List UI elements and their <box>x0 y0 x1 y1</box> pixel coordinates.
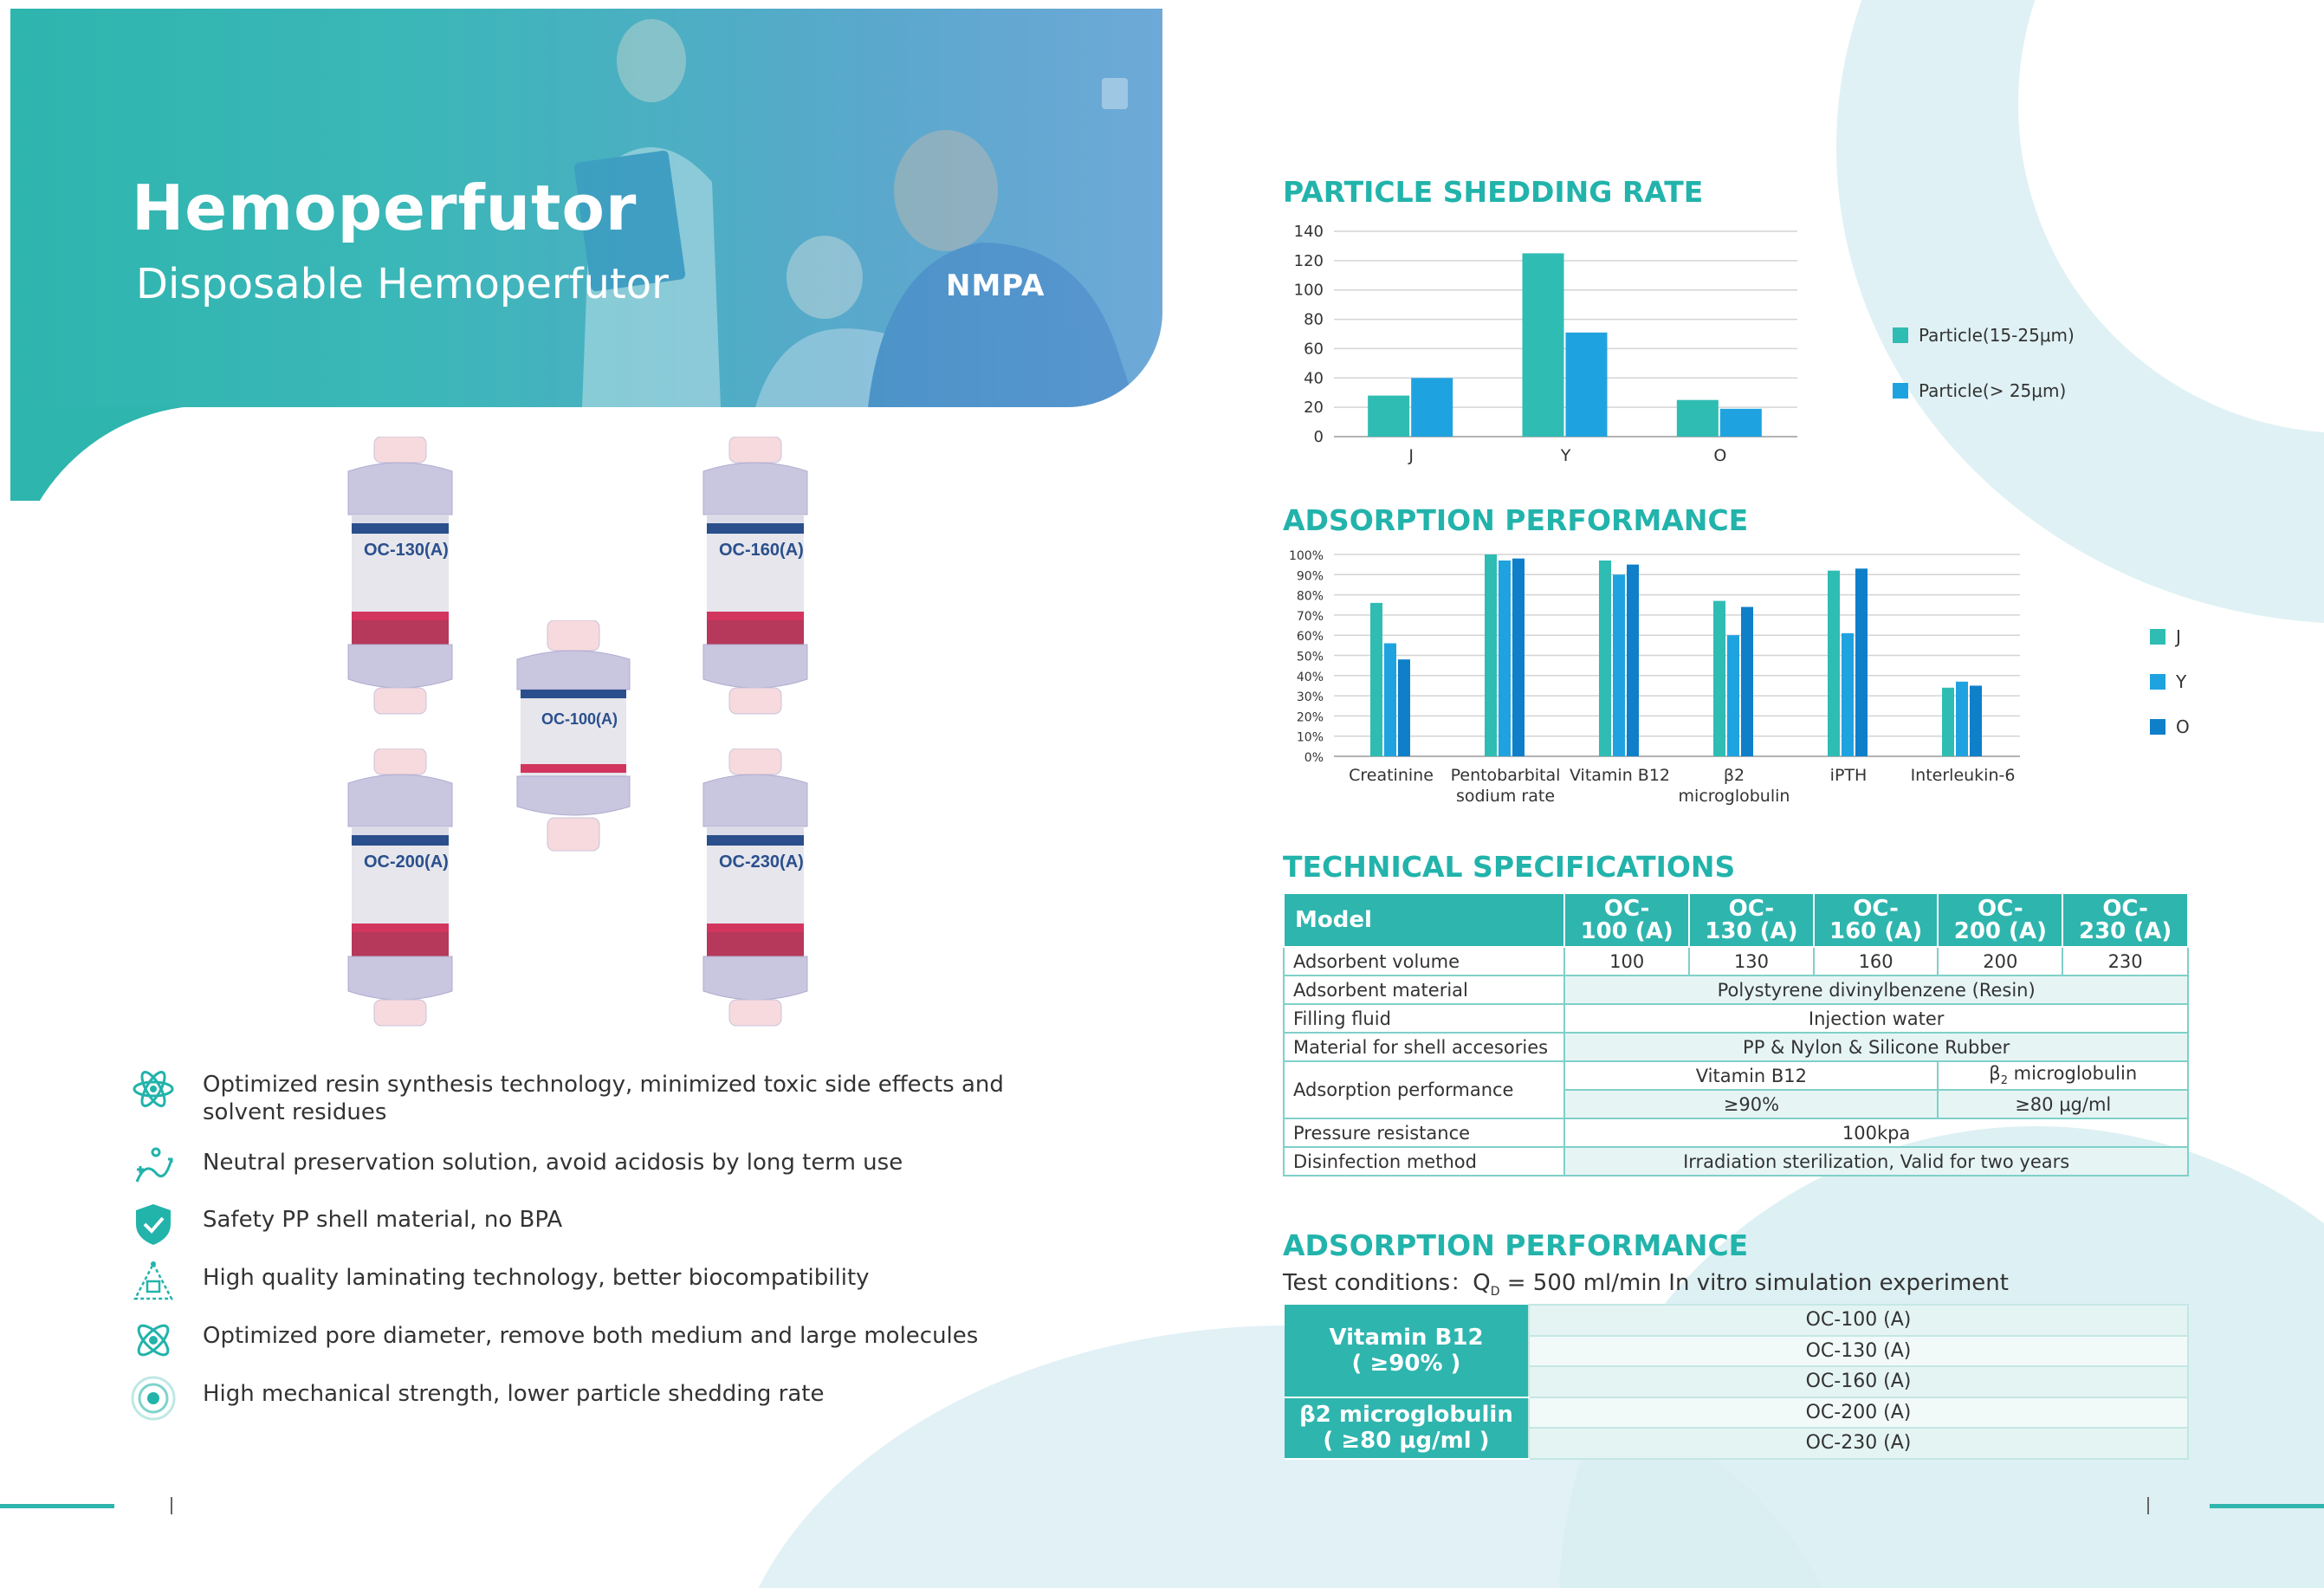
table-row <box>1284 1118 2188 1147</box>
table-row <box>1284 1004 2188 1033</box>
legend-swatch <box>2150 629 2165 645</box>
y-tick-label: 60% <box>1296 630 1324 645</box>
y-tick-label: 100 <box>1293 281 1324 300</box>
feature-text: High mechanical strength, lower particle shedding rate <box>203 1381 825 1407</box>
y-tick-label: 60 <box>1304 340 1324 359</box>
table-cell: Irradiation sterilization, Valid for two years <box>1564 1147 2188 1176</box>
table-row <box>1284 975 2188 1004</box>
header-cell: OC- 100 (A) <box>1564 893 1689 947</box>
footer-rule <box>2210 1504 2324 1508</box>
row-label: Disinfection method <box>1284 1147 1564 1176</box>
table-row <box>1284 1033 2188 1061</box>
bar <box>1370 603 1382 756</box>
y-tick-label: 120 <box>1293 251 1324 270</box>
x-tick-label: Y <box>1560 446 1571 465</box>
y-tick-label: 90% <box>1296 569 1324 584</box>
legend-swatch <box>1893 327 1908 343</box>
header-cell: OC- 130 (A) <box>1689 893 1814 947</box>
table-cell: OC-200 (A) <box>1529 1397 2188 1429</box>
table-cell: Polystyrene divinylbenzene (Resin) <box>1564 975 2188 1004</box>
table-cell: OC-100 (A) <box>1529 1305 2188 1336</box>
table-row <box>1285 1397 2188 1429</box>
bar <box>1828 571 1840 756</box>
bar <box>1720 409 1762 437</box>
test-conditions <box>1283 1265 2009 1299</box>
product-label: OC-200(A) <box>364 852 449 872</box>
product-device <box>340 749 461 1030</box>
product-device <box>695 749 816 1030</box>
feature-text: Neutral preservation solution, avoid acidosis by long term use <box>203 1150 903 1176</box>
product-device <box>695 437 816 718</box>
conditions-text: = 500 ml/min In vitro simulation experiment <box>1499 1270 2009 1296</box>
bar <box>1384 644 1396 756</box>
spec-table <box>1283 892 2189 1176</box>
bar <box>1599 561 1611 756</box>
table-cell: Injection water <box>1564 1004 2188 1033</box>
table-row <box>1284 1147 2188 1176</box>
table-cell <box>1938 1061 2188 1090</box>
feature-item <box>130 1066 1004 1125</box>
y-tick-label: 10% <box>1296 730 1324 745</box>
bar <box>1613 574 1625 756</box>
y-tick-label: 70% <box>1296 609 1324 624</box>
feature-text: Optimized pore diameter, remove both medium and large molecules <box>203 1323 979 1349</box>
feature-item <box>130 1144 996 1196</box>
table-cell: OC-230 (A) <box>1529 1428 2188 1459</box>
hero-subtitle: Disposable Hemoperfutor <box>136 260 669 308</box>
bar <box>1627 565 1639 756</box>
feature-item <box>130 1317 996 1369</box>
feature-text: Safety PP shell material, no BPA <box>203 1207 563 1233</box>
bar <box>1855 568 1868 756</box>
legend-label: O <box>2176 716 2190 737</box>
legend-label: Particle(15-25μm) <box>1919 325 2075 346</box>
layers-triangle-icon <box>130 1259 177 1306</box>
bar <box>1523 253 1564 437</box>
header-cell: Model <box>1284 893 1564 947</box>
product-device <box>508 620 638 854</box>
y-tick-label: 100% <box>1288 549 1324 563</box>
product-label: OC-100(A) <box>541 710 618 728</box>
bar <box>1956 682 1968 756</box>
table-cell: 230 <box>2062 947 2188 975</box>
y-tick-label: 20% <box>1296 710 1324 725</box>
row-label: Filling fluid <box>1284 1004 1564 1033</box>
subscript-text: D <box>1490 1285 1500 1300</box>
product-device <box>340 437 461 718</box>
y-tick-label: 30% <box>1296 690 1324 705</box>
x-tick-label: iPTH <box>1829 766 1868 785</box>
legend-label: Y <box>2176 671 2187 692</box>
table-cell: 130 <box>1689 947 1814 975</box>
bar <box>1970 685 1982 756</box>
group-cell: Vitamin B12 ( ≥90% ) <box>1285 1305 1529 1397</box>
filter-cartridge-icon <box>508 620 638 854</box>
y-tick-label: 0% <box>1304 751 1324 765</box>
particle-shedding-chart <box>1273 218 2096 478</box>
conditions-text: Test conditions：Q <box>1283 1270 1491 1296</box>
product-label: OC-230(A) <box>719 852 804 872</box>
header-cell: OC- 230 (A) <box>2062 893 2188 947</box>
bar <box>1398 659 1410 756</box>
bar <box>1677 400 1719 437</box>
x-tick-label: O <box>1713 446 1727 465</box>
table-cell: OC-160 (A) <box>1529 1366 2188 1397</box>
y-tick-label: 80% <box>1296 589 1324 604</box>
y-tick-label: 0 <box>1313 428 1324 446</box>
feature-text: Optimized resin synthesis technology, minimized toxic side effects and solvent residues <box>203 1072 1004 1125</box>
table-cell: OC-130 (A) <box>1529 1336 2188 1367</box>
feature-item <box>130 1375 996 1427</box>
header-cell: OC- 160 (A) <box>1814 893 1939 947</box>
table-cell: 100kpa <box>1564 1118 2188 1147</box>
chart-title: PARTICLE SHEDDING RATE <box>1283 175 1704 209</box>
table-cell-text: microglobulin <box>2007 1063 2138 1085</box>
row-label: Pressure resistance <box>1284 1118 1564 1147</box>
row-label: Material for shell accesories <box>1284 1033 1564 1061</box>
footer-tick <box>2147 1497 2149 1514</box>
table-cell: PP & Nylon & Silicone Rubber <box>1564 1033 2188 1061</box>
subscript-text: 2 <box>2000 1074 2008 1088</box>
product-label: OC-130(A) <box>364 541 449 560</box>
bar <box>1485 554 1497 756</box>
filter-cartridge-icon <box>695 437 816 718</box>
x-tick-label: J <box>1408 446 1414 465</box>
adsorption-table <box>1285 1304 2189 1460</box>
y-tick-label: 40 <box>1304 369 1324 388</box>
shield-check-icon <box>130 1201 177 1248</box>
feature-item <box>130 1201 996 1253</box>
bar <box>1512 559 1525 756</box>
bar <box>1842 633 1854 756</box>
legend-label: Particle(> 25μm) <box>1919 380 2067 401</box>
hero-banner <box>10 9 1162 407</box>
y-tick-label: 40% <box>1296 670 1324 684</box>
table-cell: Vitamin B12 <box>1564 1061 1938 1090</box>
x-tick-label: Creatinine <box>1349 766 1434 785</box>
molecule-icon <box>130 1066 177 1112</box>
atom-icon <box>130 1317 177 1364</box>
x-tick-label: microglobulin <box>1678 787 1790 806</box>
bar <box>1942 688 1954 756</box>
row-label: Adsorbent material <box>1284 975 1564 1004</box>
legend-label: J <box>2176 626 2181 647</box>
filter-cartridge-icon <box>340 749 461 1030</box>
header-cell: OC- 200 (A) <box>1938 893 2062 947</box>
feature-item <box>130 1259 996 1311</box>
bar <box>1566 333 1608 437</box>
y-tick-label: 20 <box>1304 399 1324 418</box>
table-cell: ≥90% <box>1564 1090 1938 1118</box>
legend-swatch <box>2150 674 2165 690</box>
bar <box>1713 601 1725 756</box>
y-tick-label: 50% <box>1296 650 1324 664</box>
product-label: OC-160(A) <box>719 541 804 560</box>
bar <box>1411 378 1453 437</box>
adsorption-performance-chart <box>1273 544 2200 813</box>
table-row <box>1285 1305 2188 1336</box>
table-cell-text: β <box>1989 1063 2001 1085</box>
bar <box>1499 561 1511 756</box>
section-title: TECHNICAL SPECIFICATIONS <box>1283 850 1736 884</box>
certification-badge: NMPA <box>946 269 1045 303</box>
section-title: ADSORPTION PERFORMANCE <box>1283 1228 1749 1262</box>
bar <box>1727 635 1739 756</box>
flow-arrows-icon <box>130 1144 177 1190</box>
feature-text: High quality laminating technology, better biocompatibility <box>203 1265 870 1291</box>
row-label: Adsorption performance <box>1284 1061 1564 1118</box>
footer-rule <box>0 1504 114 1508</box>
x-tick-label: β2 <box>1723 766 1745 785</box>
bar <box>1741 607 1753 756</box>
filter-cartridge-icon <box>695 749 816 1030</box>
table-cell: 200 <box>1938 947 2062 975</box>
table-cell: 160 <box>1814 947 1939 975</box>
y-tick-label: 140 <box>1293 223 1324 241</box>
bar <box>1368 396 1409 437</box>
legend-swatch <box>1893 383 1908 399</box>
concentric-target-icon <box>130 1375 177 1422</box>
legend-swatch <box>2150 719 2165 735</box>
x-tick-label: Pentobarbital <box>1450 766 1561 785</box>
table-row <box>1284 1061 2188 1090</box>
table-cell: ≥80 μg/ml <box>1938 1090 2188 1118</box>
table-header-row <box>1284 893 2188 947</box>
row-label: Adsorbent volume <box>1284 947 1564 975</box>
hero-title: Hemoperfutor <box>132 172 638 244</box>
y-tick-label: 80 <box>1304 310 1324 329</box>
table-cell: 100 <box>1564 947 1689 975</box>
x-tick-label: Interleukin-6 <box>1910 766 2016 785</box>
x-tick-label: sodium rate <box>1455 787 1556 806</box>
table-row <box>1284 947 2188 975</box>
filter-cartridge-icon <box>340 437 461 718</box>
x-tick-label: Vitamin B12 <box>1569 766 1671 785</box>
group-cell: β2 microglobulin ( ≥80 μg/ml ) <box>1285 1397 1529 1459</box>
footer-tick <box>171 1497 172 1514</box>
chart-title: ADSORPTION PERFORMANCE <box>1283 503 1749 537</box>
